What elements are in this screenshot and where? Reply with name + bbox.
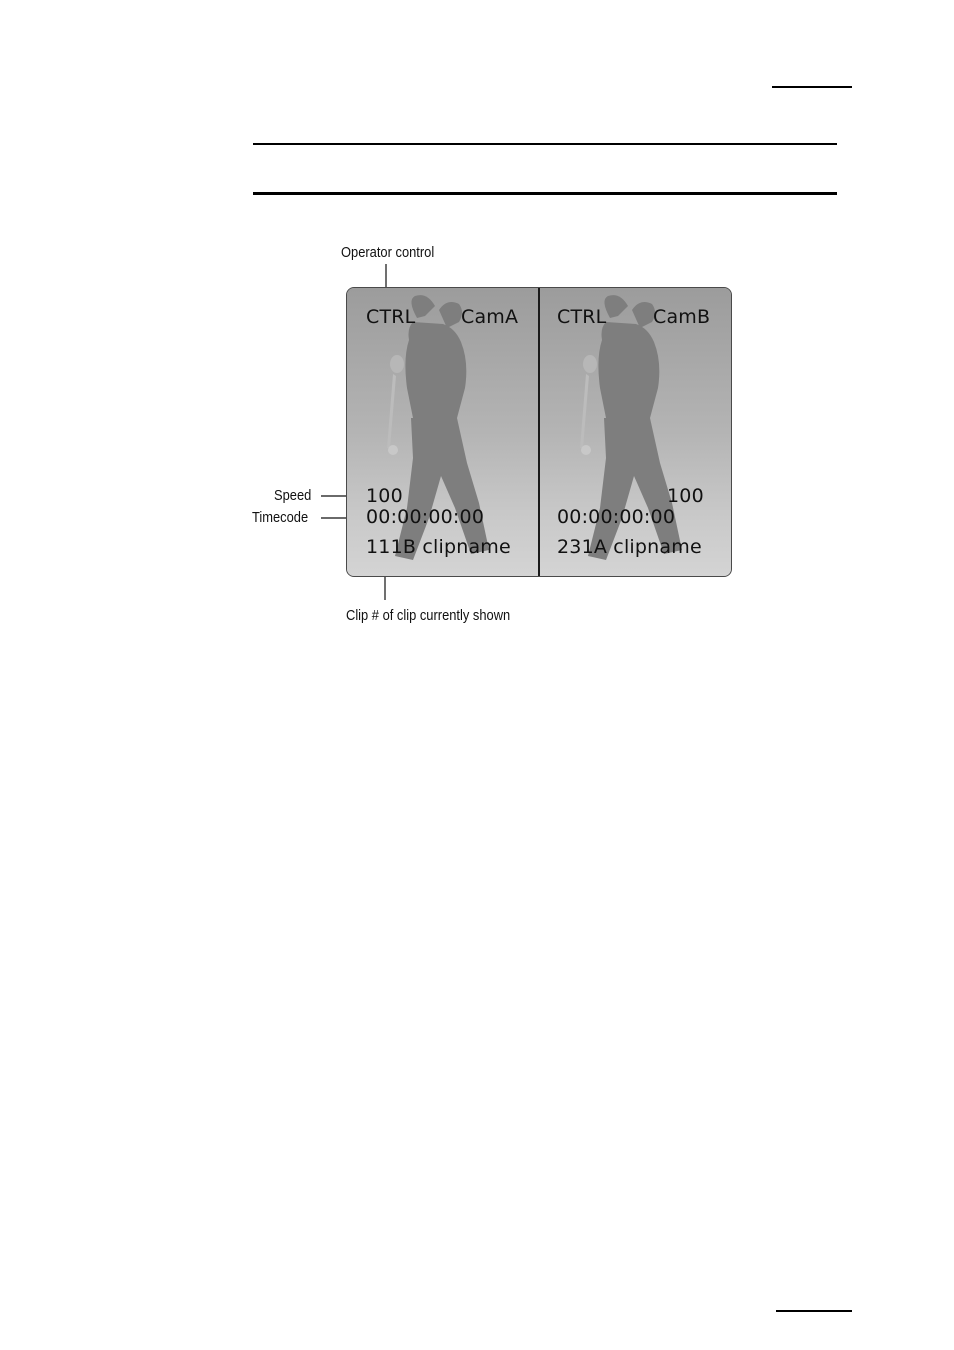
golfer-image-left bbox=[347, 288, 538, 576]
camera-label-left: CamA bbox=[461, 306, 519, 328]
operator-control-label: Operator control bbox=[341, 244, 435, 261]
speed-value-right: 100 bbox=[667, 485, 704, 507]
clip-name-right: 231A clipname bbox=[557, 536, 702, 558]
timecode-value-right: 00:00:00:00 bbox=[557, 506, 676, 528]
speed-label: Speed bbox=[274, 487, 312, 504]
speed-value-left: 100 bbox=[366, 485, 403, 507]
clip-name-left: 111B clipname bbox=[366, 536, 511, 558]
ctrl-indicator-right: CTRL bbox=[557, 306, 607, 328]
header-rule-top-right bbox=[772, 86, 852, 88]
timecode-value-left: 00:00:00:00 bbox=[366, 506, 485, 528]
section-rule-lower bbox=[253, 192, 837, 195]
clip-number-label: Clip # of clip currently shown bbox=[346, 607, 511, 624]
camera-label-right: CamB bbox=[653, 306, 711, 328]
footer-rule-bottom-right bbox=[776, 1310, 852, 1312]
monitor-pane-left bbox=[347, 288, 538, 576]
section-rule-upper bbox=[253, 143, 837, 145]
golfer-image-right bbox=[540, 288, 731, 576]
timecode-label: Timecode bbox=[252, 509, 309, 526]
ctrl-indicator-left: CTRL bbox=[366, 306, 416, 328]
split-screen-monitor bbox=[346, 287, 732, 577]
monitor-pane-right bbox=[540, 288, 731, 576]
